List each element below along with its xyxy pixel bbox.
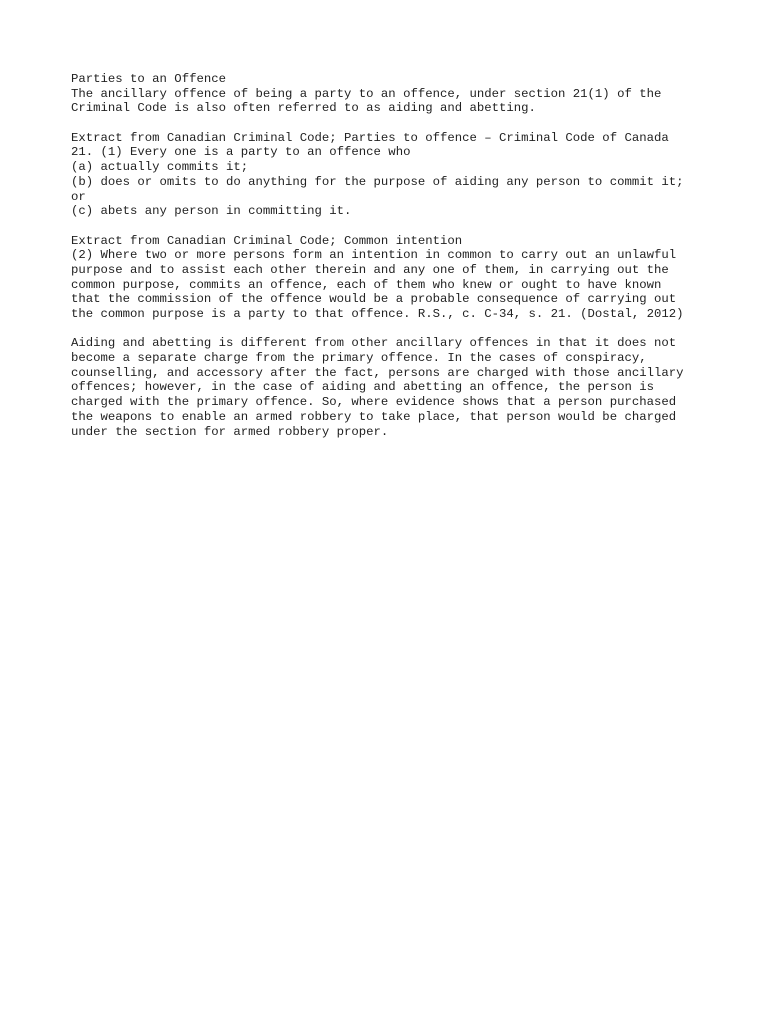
body-text-line: the common purpose is a party to that offence. R.S., c. C-34, s. 21. (Dostal, 2012) — [71, 307, 684, 321]
list-item-continuation: or — [71, 189, 86, 204]
list-item: (c) abets any person in committing it. — [71, 204, 352, 219]
body-text-line: 21. (1) Every one is a party to an offence who — [71, 145, 411, 160]
body-text-line: become a separate charge from the primary offence. In the cases of conspiracy, — [71, 351, 647, 366]
paragraph-parties-to-an-offence — [71, 72, 731, 116]
extract-heading: Extract from Canadian Criminal Code; Common intention — [71, 233, 463, 248]
body-text-line: (2) Where two or more persons form an intention in common to carry out an unlawful — [71, 248, 677, 263]
paragraph-extract-common-intention — [71, 234, 731, 322]
body-text-line: Aiding and abetting is different from other ancillary offences in that it does not — [71, 336, 677, 351]
body-text-line: purpose and to assist each other therein and any one of them, in carrying out the — [71, 262, 669, 277]
extract-heading: Extract from Canadian Criminal Code; Parties to offence – Criminal Code of Canada — [71, 130, 669, 145]
body-text-line: under the section for armed robbery proper. — [71, 424, 389, 439]
body-text-line: Criminal Code is also often referred to as aiding and abetting. — [71, 101, 536, 116]
body-text-line: The ancillary offence of being a party to an offence, under section 21(1) of the — [71, 86, 662, 101]
body-text-line: offences; however, in the case of aiding and abetting an offence, the person is — [71, 380, 654, 395]
list-item: (a) actually commits it; — [71, 160, 249, 175]
body-text-line: counselling, and accessory after the fact, persons are charged with those ancillary — [71, 365, 684, 380]
body-text-line: common purpose, commits an offence, each of them who knew or ought to have known — [71, 277, 662, 292]
body-text-line: the weapons to enable an armed robbery to take place, that person would be charged — [71, 409, 677, 424]
document-page — [71, 72, 731, 454]
section-heading: Parties to an Offence — [71, 72, 226, 86]
paragraph-extract-parties — [71, 131, 731, 219]
list-item: (b) does or omits to do anything for the purpose of aiding any person to commit it; — [71, 174, 684, 189]
paragraph-aiding-and-abetting — [71, 336, 731, 439]
body-text-line: charged with the primary offence. So, where evidence shows that a person purchased — [71, 395, 677, 410]
body-text-line: that the commission of the offence would be a probable consequence of carrying out — [71, 292, 677, 307]
